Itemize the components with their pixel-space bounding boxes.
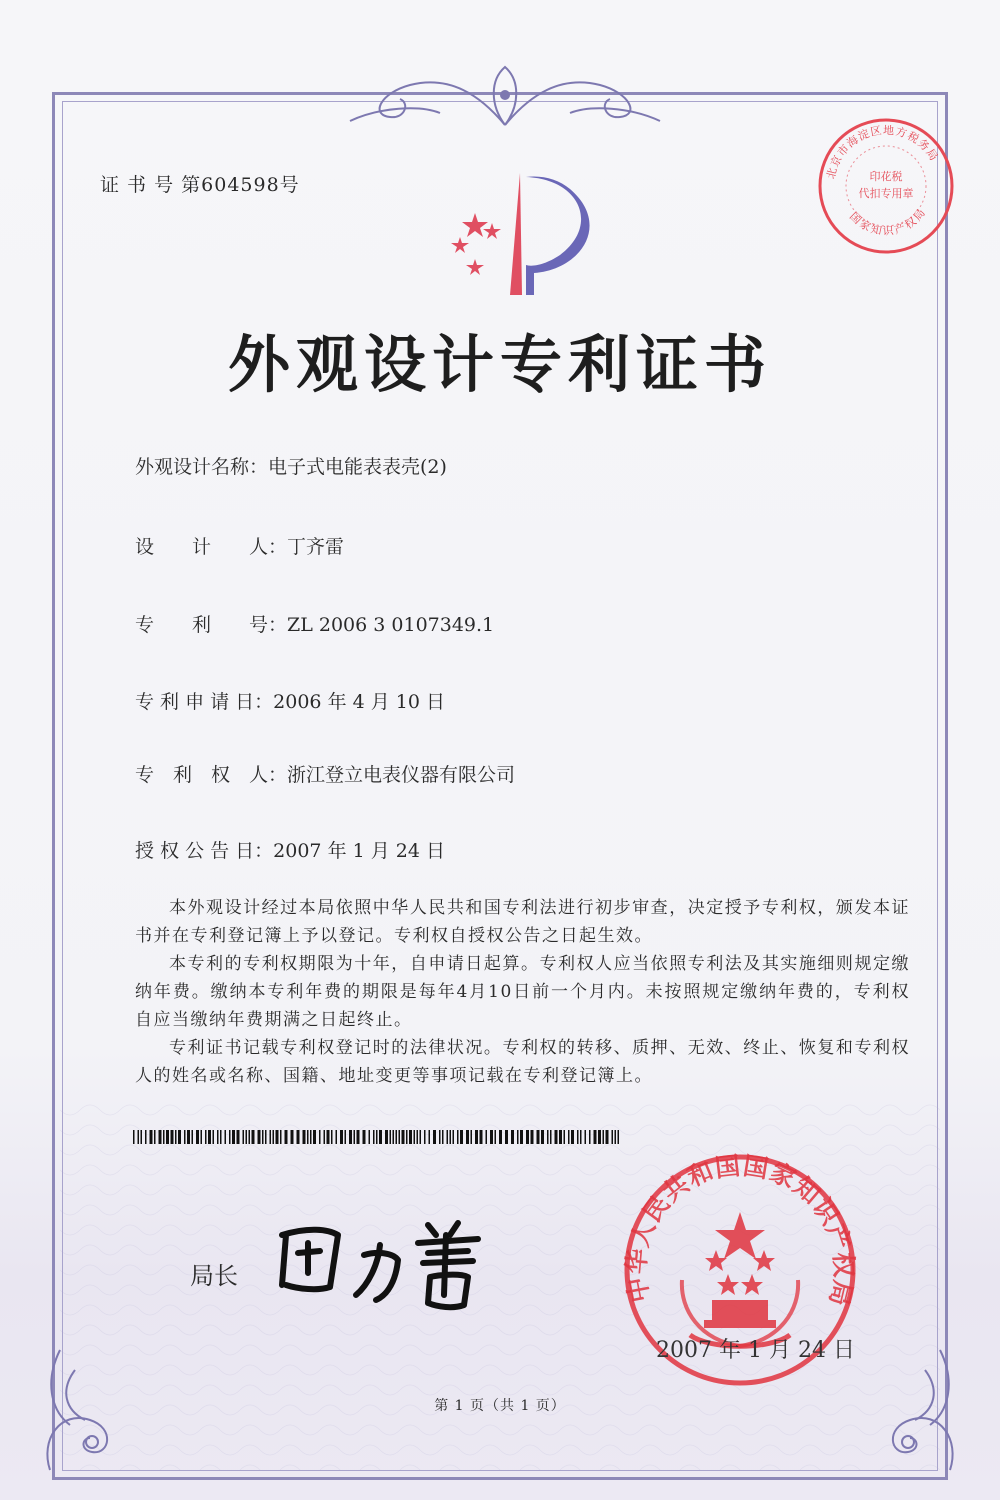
barcode [133, 1130, 621, 1144]
field-value: 丁齐雷 [287, 536, 345, 558]
field-label: 专 利 号： [135, 614, 288, 636]
field-design-name [135, 452, 447, 479]
certificate-number [100, 170, 300, 197]
body-paragraph: 专利证书记载专利权登记时的法律状况。专利权的转移、质押、无效、终止、恢复和专利权人的姓名或名称、国籍、地址变更等事项记载在专利登记簿上。 [135, 1038, 910, 1086]
field-designer [135, 532, 344, 559]
page-number: 第 1 页（共 1 页） [434, 1398, 566, 1414]
field-patentee [135, 760, 515, 787]
field-label: 专 利 申 请 日： [135, 691, 274, 713]
field-label: 外观设计名称： [135, 456, 269, 478]
field-value: 2007 年 1 月 24 日 [273, 840, 445, 862]
field-patent-number [135, 610, 494, 637]
tax-stamp [812, 112, 960, 260]
body-paragraph: 本外观设计经过本局依照中华人民共和国专利法进行初步审查，决定授予专利权，颁发本证书并在专利登记簿上予以登记。专利权自授权公告之日起生效。 [135, 898, 910, 946]
field-value: 2006 年 4 月 10 日 [273, 691, 445, 713]
field-value: 电子式电能表表壳(2) [268, 456, 447, 478]
tax-stamp-line2: 代扣专用章 [858, 187, 914, 200]
tax-stamp-ring-text: 北京市海淀区地方税务局 [824, 123, 941, 181]
director-label: 局长 [190, 1262, 238, 1290]
certificate-title: 外观设计专利证书 [227, 328, 772, 401]
certificate-body [135, 894, 910, 1090]
certificate-number-value: 第604598号 [181, 174, 300, 196]
field-label: 授 权 公 告 日： [135, 840, 274, 862]
tax-stamp-line1: 印花税 [869, 170, 903, 183]
seal-issuer-text: 中华人民共和国国家知识产权局 [621, 1150, 859, 1310]
field-label: 设 计 人： [135, 536, 288, 558]
tax-stamp-bottom-text: 国家知识产权局 [847, 205, 930, 238]
field-value: ZL 2006 3 0107349.1 [287, 614, 495, 636]
field-application-date [135, 687, 445, 714]
body-paragraph: 本专利的专利权期限为十年，自申请日起算。专利权人应当依照专利法及其实施细则规定缴纳年费。缴纳本专利年费的期限是每年4月10日前一个月内。未按照规定缴纳年费的，专利权自应当缴纳年费期满之日起终止。 [135, 954, 910, 1030]
field-label: 专 利 权 人： [135, 764, 288, 786]
top-ornament [340, 55, 670, 135]
field-value: 浙江登立电表仪器有限公司 [287, 764, 516, 786]
seal-date: 2007 年 1 月 24 日 [656, 1338, 855, 1363]
certificate-number-label: 证 书 号 [100, 174, 175, 196]
patent-office-emblem [430, 165, 610, 305]
svg-text:国家知识产权局 [847, 205, 929, 238]
director-signature [268, 1205, 498, 1315]
field-grant-date [135, 836, 445, 863]
